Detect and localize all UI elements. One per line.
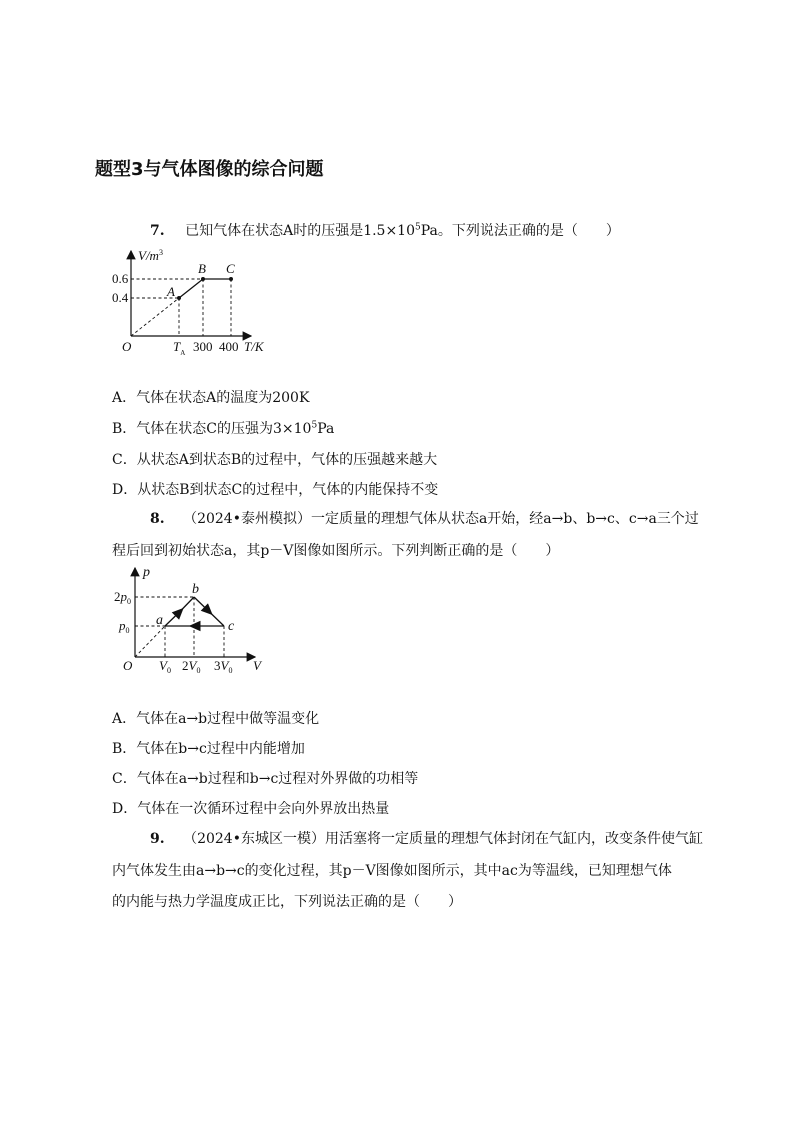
- q8-pv-graph: [108, 562, 278, 682]
- q7-process-line: [179, 279, 231, 298]
- svg-text:TA: [173, 339, 185, 357]
- q8-origin: O: [123, 658, 133, 673]
- q8-tick-2p0-sub: 0: [127, 597, 131, 606]
- q8-tick-2p0-coeff: 2: [114, 589, 121, 604]
- q7-option-b-exp: 5: [311, 420, 318, 431]
- svg-text:2p0: [114, 589, 131, 606]
- q8-label-a: a: [156, 613, 163, 628]
- q7-ta-sub: A: [180, 349, 186, 357]
- q7-number: 7.: [150, 223, 165, 239]
- q7-point-b-dot: [201, 277, 205, 281]
- q7-tick-300: 300: [193, 339, 213, 354]
- q7-stem-tail: Pa。下列说法正确的是（ ）: [420, 223, 620, 239]
- q8-label-b: b: [192, 582, 199, 597]
- q7-option-b-text: B．气体在状态C的压强为3×10: [112, 421, 312, 437]
- q7-option-d: D．从状态B到状态C的过程中，气体的内能保持不变: [112, 482, 439, 498]
- q8-y-axis-label: p: [143, 565, 150, 580]
- q7-tick-400: 400: [219, 339, 239, 354]
- svg-text:V0: [159, 658, 171, 675]
- q7-origin-dashed-line: [131, 298, 179, 336]
- svg-text:2V0: [182, 658, 200, 675]
- q7-ta-label: T: [173, 339, 181, 354]
- q8-option-a: A．气体在a→b过程中做等温变化: [112, 711, 320, 727]
- q8-tick-3v0-coeff: 3: [214, 658, 221, 673]
- q7-y-axis-label: V/m: [138, 248, 159, 263]
- q9-number: 9.: [150, 831, 165, 847]
- q8-tick-2p0-p: p: [120, 589, 127, 604]
- q7-tick-04: 0.4: [112, 290, 129, 305]
- q7-point-c-dot: [229, 277, 233, 281]
- q8-line1-text: （2024•泰州模拟）一定质量的理想气体从状态a开始，经a→b、b→c、c→a三个过: [183, 511, 699, 527]
- q8-option-b: B．气体在b→c过程中内能增加: [112, 741, 305, 757]
- q7-option-c: C．从状态A到状态B的过程中，气体的压强越来越大: [112, 452, 438, 468]
- q7-option-a: A．气体在状态A的温度为200K: [112, 390, 310, 406]
- q7-stem: [150, 220, 620, 240]
- section-title: 题型3与气体图像的综合问题: [95, 159, 324, 180]
- q7-stem-text: 已知气体在状态A时的压强是1.5×10: [185, 223, 415, 239]
- q9-line1-text: （2024•东城区一模）用活塞将一定质量的理想气体封闭在气缸内，改变条件使气缸: [183, 831, 703, 847]
- svg-text:p0: [118, 618, 130, 635]
- svg-text:V/m3: [138, 248, 163, 263]
- q7-label-a: A: [167, 284, 175, 299]
- q7-tick-06: 0.6: [112, 271, 129, 286]
- q7-option-b-tail: Pa: [317, 421, 335, 437]
- q7-origin: O: [122, 339, 132, 354]
- q7-vt-graph: [108, 243, 283, 361]
- q8-option-c: C．气体在a→b过程和b→c过程对外界做的功相等: [112, 771, 419, 787]
- q7-label-c: C: [226, 261, 235, 276]
- q8-label-c: c: [228, 619, 235, 634]
- q8-tick-v0-v: V: [159, 658, 167, 673]
- q9-stem-line2: 内气体发生由a→b→c的变化过程，其p－V图像如图所示，其中ac为等温线，已知理想气体: [112, 863, 672, 879]
- q8-stem-line1: [150, 508, 699, 528]
- q8-stem-line2: 程后回到初始状态a，其p－V图像如图所示。下列判断正确的是（ ）: [112, 543, 560, 559]
- q7-point-a-dot: [177, 296, 181, 300]
- q8-tick-p0-sub: 0: [125, 626, 130, 635]
- q8-line-bc: [194, 597, 224, 626]
- q8-origin-dashed-line: [135, 626, 165, 657]
- q7-stem-exponent: 5: [415, 222, 421, 233]
- q8-tick-p0-p: p: [119, 618, 126, 633]
- q7-option-b: [112, 418, 334, 438]
- q7-x-axis-label: T/K: [244, 339, 264, 354]
- q8-option-d: D．气体在一次循环过程中会向外界放出热量: [112, 801, 390, 817]
- q7-label-b: B: [198, 261, 206, 276]
- q9-stem-line1: [150, 828, 703, 848]
- q8-line-ab: [165, 597, 194, 626]
- q8-tick-2v0-sub: 0: [196, 666, 201, 675]
- q8-tick-2v0-coeff: 2: [182, 658, 189, 673]
- q8-number: 8.: [150, 511, 165, 527]
- q8-x-axis-label: V: [253, 658, 261, 673]
- q8-tick-3v0-v: V: [220, 658, 229, 673]
- q8-tick-3v0-sub: 0: [228, 666, 233, 675]
- q7-y-axis-exp: 3: [158, 248, 163, 257]
- q8-tick-2v0-v: V: [188, 658, 197, 673]
- q8-tick-v0-sub: 0: [166, 666, 171, 675]
- q9-stem-line3: 的内能与热力学温度成正比，下列说法正确的是（ ）: [112, 894, 462, 910]
- svg-text:3V0: [214, 658, 232, 675]
